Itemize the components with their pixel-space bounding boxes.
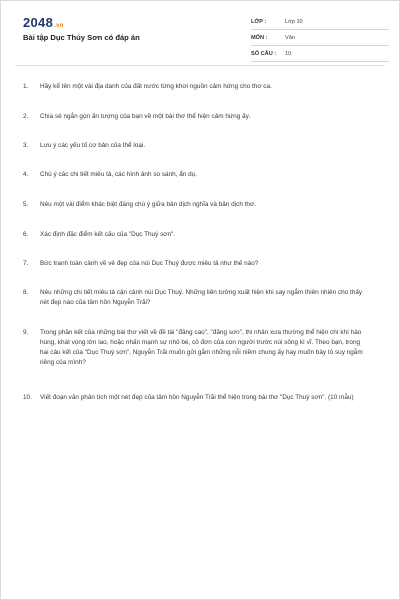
meta-label: LỚP : [251, 18, 267, 25]
question-item [23, 230, 363, 240]
page-header [1, 1, 399, 61]
question-item [23, 112, 363, 122]
question-text: Nêu những chi tiết miêu tả cận cảnh núi Dục Thuý. Những liên tưởng xuất hiện khi say ngắm thiên nhiên cho thấy nét đẹp nào của tâm hồn Nguyễn Trãi? [40, 289, 363, 306]
question-text: Hãy kể tên một vài địa danh của đất nước từng khơi nguồn cảm hứng cho thơ ca. [40, 83, 272, 90]
site-logo[interactable] [23, 15, 64, 30]
question-item [23, 259, 363, 269]
question-item [23, 82, 363, 92]
question-item [23, 328, 363, 368]
question-text: Trong phần kết của những bài thơ viết về đề tài "đăng cao", "đăng sơn", thi nhân xưa thường thể hiện chí khí hào hùng, khát vọng lớn lao, hoặc nhấn mạnh sự nhỏ bé, cô đơn của con người trước núi sông kì vĩ. Theo bạn, trong hai câu kết của "Dục Thuý sơn", Nguyễn Trãi muốn gửi gắm những nỗi niềm chung ấy hay muốn bày tỏ suy ngẫm riêng của mình? [40, 329, 363, 366]
question-number: 5. [23, 201, 29, 208]
meta-value: 10 [285, 50, 292, 57]
question-text: Xác định đặc điểm kết cấu của "Dục Thuý sơn". [40, 231, 176, 238]
meta-row-class [251, 14, 389, 30]
logo-text: 2048 [23, 15, 54, 30]
meta-row-count [251, 46, 389, 62]
question-number: 6. [23, 231, 29, 238]
question-text: Lưu ý các yếu tố cơ bản của thể loại. [40, 142, 146, 149]
question-text: Nêu một vài điểm khác biệt đáng chú ý giữa bản dịch nghĩa và bản dịch thơ. [40, 201, 256, 208]
meta-value: Lớp 10 [285, 18, 303, 25]
question-number: 2. [23, 113, 29, 120]
question-text: Chú ý các chi tiết miêu tả, các hình ảnh so sánh, ẩn dụ. [40, 171, 198, 178]
question-item [23, 393, 363, 403]
question-number: 8. [23, 289, 29, 296]
question-number: 10. [23, 394, 32, 401]
question-number: 9. [23, 329, 29, 336]
meta-value: Văn [285, 34, 295, 41]
question-item [23, 141, 363, 151]
question-item [23, 288, 363, 308]
question-number: 1. [23, 83, 29, 90]
question-item [23, 200, 363, 210]
meta-row-subject [251, 30, 389, 46]
question-text: Viết đoạn văn phân tích một nét đẹp của tâm hồn Nguyễn Trãi thể hiện trong bài thơ "Dục Thuý sơn". (10 mẫu) [40, 394, 354, 401]
question-text: Chia sẻ ngắn gọn ấn tượng của bạn về một bài thơ thể hiện cảm hứng ấy. [40, 113, 251, 120]
meta-label: SỐ CÂU : [251, 50, 277, 57]
question-number: 4. [23, 171, 29, 178]
question-text: Bức tranh toàn cảnh về vẻ đẹp của núi Dục Thuý được miêu tả như thế nào? [40, 260, 259, 267]
meta-label: MÔN : [251, 34, 268, 41]
question-item [23, 170, 363, 180]
meta-table [251, 14, 389, 62]
question-number: 7. [23, 260, 29, 267]
page-title: Bài tập Dục Thúy Sơn có đáp án [23, 33, 140, 42]
logo-suffix: .vn [54, 23, 64, 29]
question-number: 3. [23, 142, 29, 149]
header-divider [15, 65, 385, 66]
